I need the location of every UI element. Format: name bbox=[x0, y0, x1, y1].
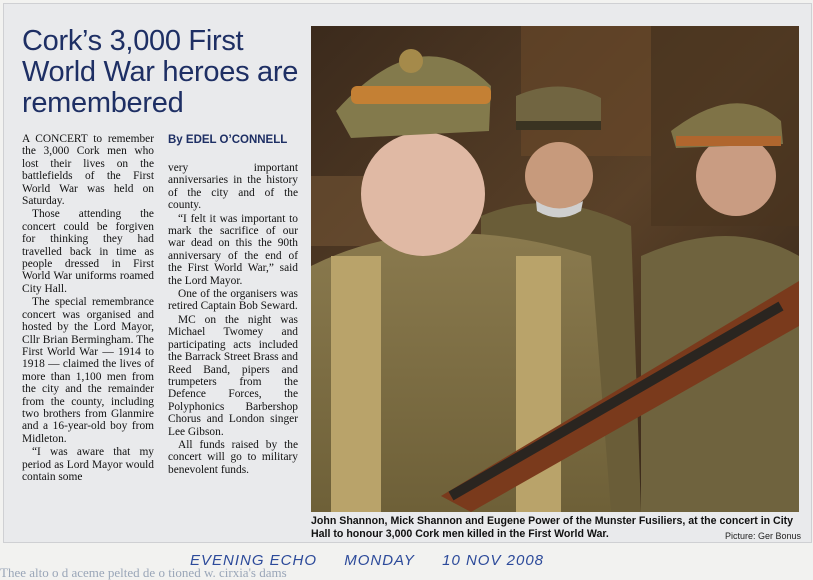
photo-caption: John Shannon, Mick Shannon and Eugene Power of the Munster Fusiliers, at the concert in City Hall to honour 3,000 Cork men killed in the First World War. bbox=[311, 515, 794, 540]
soldiers-photo bbox=[311, 26, 799, 512]
paragraph: “I felt it was important to mark the sacrifice of our war dead on this the 90th anniversary of the end of the First World War,” said the Lord Mayor. bbox=[168, 212, 298, 287]
photo-credit: Picture: Ger Bonus bbox=[724, 531, 801, 541]
paragraph: One of the organisers was retired Captain Bob Seward. bbox=[168, 288, 298, 313]
paragraph: All funds raised by the concert will go to military benevolent funds. bbox=[168, 438, 298, 476]
article-column-2 bbox=[168, 162, 298, 477]
paragraph: very important anniversaries in the history of the city and of the county. bbox=[168, 162, 298, 212]
headline: Cork’s 3,000 First World War heroes are remembered bbox=[22, 25, 299, 119]
reverse-page-bleed: Thee alto o d aceme pelted de o tioned w. cirxia's dams bbox=[0, 565, 287, 580]
annotation-publication: EVENING ECHO bbox=[190, 552, 318, 569]
soldiers-illustration bbox=[311, 26, 799, 512]
paragraph: “I was aware that my period as Lord Mayor would contain some bbox=[22, 446, 154, 483]
annotation-day: MONDAY bbox=[344, 552, 415, 569]
paragraph: Those attending the concert could be forgiven for thinking they had travelled back in time as people dressed in First World War uniforms roamed City Hall. bbox=[22, 208, 154, 295]
paragraph: The special remembrance concert was organised and hosted by the Lord Mayor, Cllr Brian Bermingham. The First World War — 1914 to 1918 — claimed the lives of more than 1,100 men from the city and the remainder from the county, including two brothers from Glanmire and a 16-year-old boy from Midleton. bbox=[22, 296, 154, 445]
paragraph: MC on the night was Michael Twomey and participating acts included the Barrack Street Brass and Reed Band, pipers and trumpeters from the Defence Forces, the Polyphonics Barbershop Chorus and London singer Lee Gibson. bbox=[168, 313, 298, 438]
byline: By EDEL O’CONNELL bbox=[168, 134, 288, 146]
article-column-1 bbox=[22, 133, 154, 484]
annotation-date: 10 NOV 2008 bbox=[442, 552, 545, 569]
paragraph: A CONCERT to remember the 3,000 Cork men who lost their lives on the battlefields of the First World War was held on Saturday. bbox=[22, 133, 154, 208]
